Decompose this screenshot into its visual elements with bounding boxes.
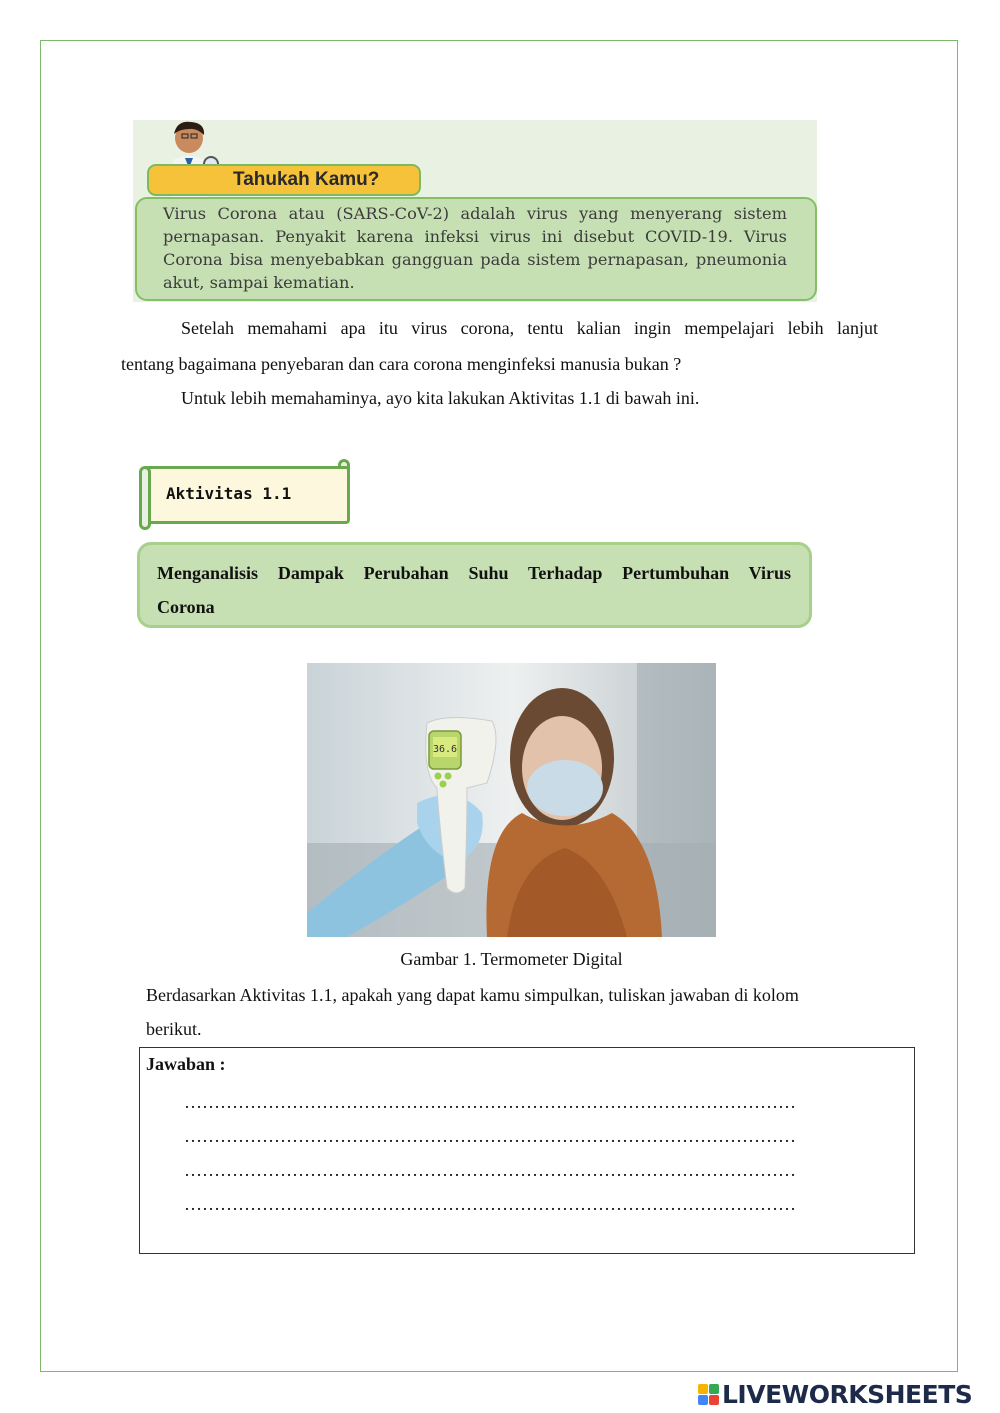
activity-scroll-curl-left (139, 466, 151, 530)
intro-line-2: tentang bagaimana penyebaran dan cara corona menginfeksi manusia bukan ? (121, 354, 682, 374)
answer-line-2[interactable]: ………………………………………………………………………………………… (184, 1126, 796, 1146)
thermometer-photo (307, 663, 716, 937)
question-line-1: Berdasarkan Aktivitas 1.1, apakah yang dapat kamu simpulkan, tuliskan jawaban di kolom (146, 985, 799, 1005)
did-you-know-panel (133, 120, 817, 302)
logo-grid-icon (698, 1384, 719, 1405)
answer-title: Jawaban : (146, 1054, 226, 1074)
intro-line-3: Untuk lebih memahaminya, ayo kita lakukan Aktivitas 1.1 di bawah ini. (181, 388, 700, 408)
intro-line-1: Setelah memahami apa itu virus corona, tentu kalian ingin mempelajari lebih lanjut (181, 318, 878, 338)
logo-square-4 (709, 1395, 719, 1405)
liveworksheets-logo[interactable] (698, 1378, 972, 1410)
thermometer-reading: 36.6 (432, 744, 458, 755)
did-you-know-title: Tahukah Kamu? (233, 169, 380, 190)
activity-label: Aktivitas 1.1 (166, 484, 292, 503)
question-line-2: berikut. (146, 1019, 202, 1039)
answer-box (139, 1047, 915, 1254)
activity-title-box (137, 542, 812, 628)
logo-text: LIVEWORKSHEETS (722, 1379, 973, 1409)
activity-title-line-2: Corona (157, 597, 215, 617)
figure-caption: Gambar 1. Termometer Digital (400, 949, 623, 969)
answer-line-3[interactable]: ………………………………………………………………………………………… (184, 1160, 796, 1180)
answer-line-4[interactable]: ………………………………………………………………………………………… (184, 1194, 796, 1214)
logo-square-2 (709, 1384, 719, 1394)
activity-title-line-1: Menganalisis Dampak Perubahan Suhu Terhadap Pertumbuhan Virus (157, 563, 791, 583)
logo-square-1 (698, 1384, 708, 1394)
logo-square-3 (698, 1395, 708, 1405)
did-you-know-text: Virus Corona atau (SARS-CoV-2) adalah virus yang menyerang sistem pernapasan. Penyakit karena infeksi virus ini disebut COVID-19. Virus Corona bisa menyebabkan gangguan pada sistem pernapasan, pneumonia akut, sampai kematian. (135, 197, 817, 301)
answer-line-1[interactable]: ………………………………………………………………………………………… (184, 1092, 796, 1112)
